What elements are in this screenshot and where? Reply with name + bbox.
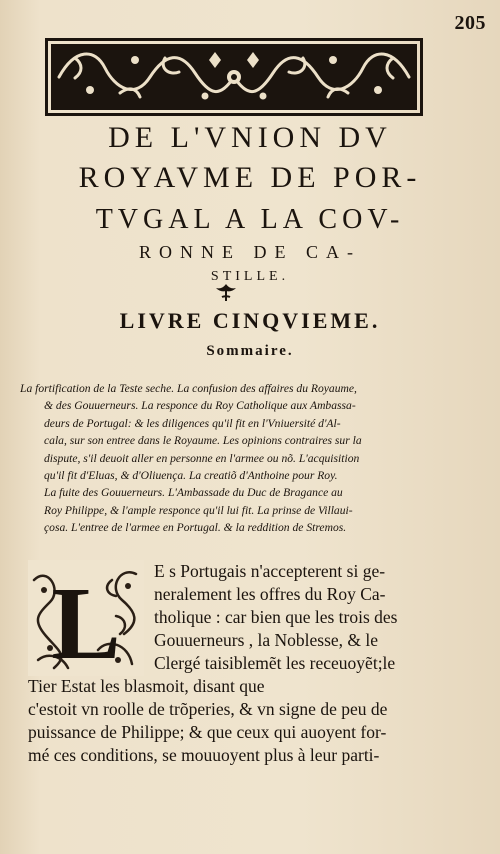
page-number: 205	[454, 12, 486, 34]
drop-cap-letter: L	[51, 566, 121, 676]
summary-line: Roy Philippe, & l'ample responce qu'il lui fit. La prinse de Villaui-	[44, 503, 353, 517]
summary-line: dispute, s'il deuoit aller en personne en l'armee ou nõ. L'acquisition	[44, 451, 360, 465]
title-line-2: ROYAVME DE POR-	[78, 161, 422, 194]
summary-line: La fuite des Gouuerneurs. L'Ambassade du Duc de Bragance au	[44, 486, 343, 500]
title-line-3: TVGAL A LA COV-	[95, 204, 405, 235]
summary-line: çosa. L'entree de l'armee en Portugal. & la reddition de Stremos.	[44, 521, 347, 535]
body-line: Tier Estat les blasmoit, disant que	[28, 676, 265, 696]
body-line: Clergé taisiblemẽt les receuoyẽt;le	[154, 653, 396, 673]
summary-label: Sommaire.	[206, 343, 294, 359]
title-line-1: DE L'VNION DV	[108, 121, 392, 154]
summary-line: qu'il fit d'Eluas, & d'Oliuença. La creatiõ d'Anthoine pour Roy.	[44, 469, 338, 483]
headpiece-ornament	[45, 38, 423, 116]
title-line-5: STILLE.	[210, 269, 290, 284]
summary-paragraph	[20, 380, 428, 537]
body-line: neralement les offres du Roy Ca-	[154, 584, 386, 604]
body-line: tholique : car bien que les trois des	[154, 607, 398, 627]
fleuron-icon	[211, 283, 241, 303]
body-line: mé ces conditions, se mouuoyent plus à leur parti-	[28, 745, 380, 765]
body-line: E s Portugais n'accepterent si ge-	[154, 561, 386, 581]
summary-line: deurs de Portugal: & les diligences qu'il fit en l'Vniuersité d'Al-	[44, 416, 341, 430]
body-line: c'estoit vn roolle de trõperies, & vn signe de peu de	[28, 699, 388, 719]
body-paragraph	[28, 560, 418, 767]
summary-line: cala, sur son entree dans le Royaume. Les opinions contraires sur la	[44, 434, 362, 448]
summary-line: & des Gouuerneurs. La responce du Roy Catholique aux Ambassa-	[44, 399, 356, 413]
title-line-4: RONNE DE CA-	[139, 242, 361, 262]
body-line: puissance de Philippe; & que ceux qui auoyent for-	[28, 722, 387, 742]
body-line: Gouuerneurs , la Noblesse, & le	[154, 630, 379, 650]
summary-line: La fortification de la Teste seche. La confusion des affaires du Royaume,	[20, 382, 357, 395]
book-heading: LIVRE CINQVIEME.	[119, 308, 381, 333]
